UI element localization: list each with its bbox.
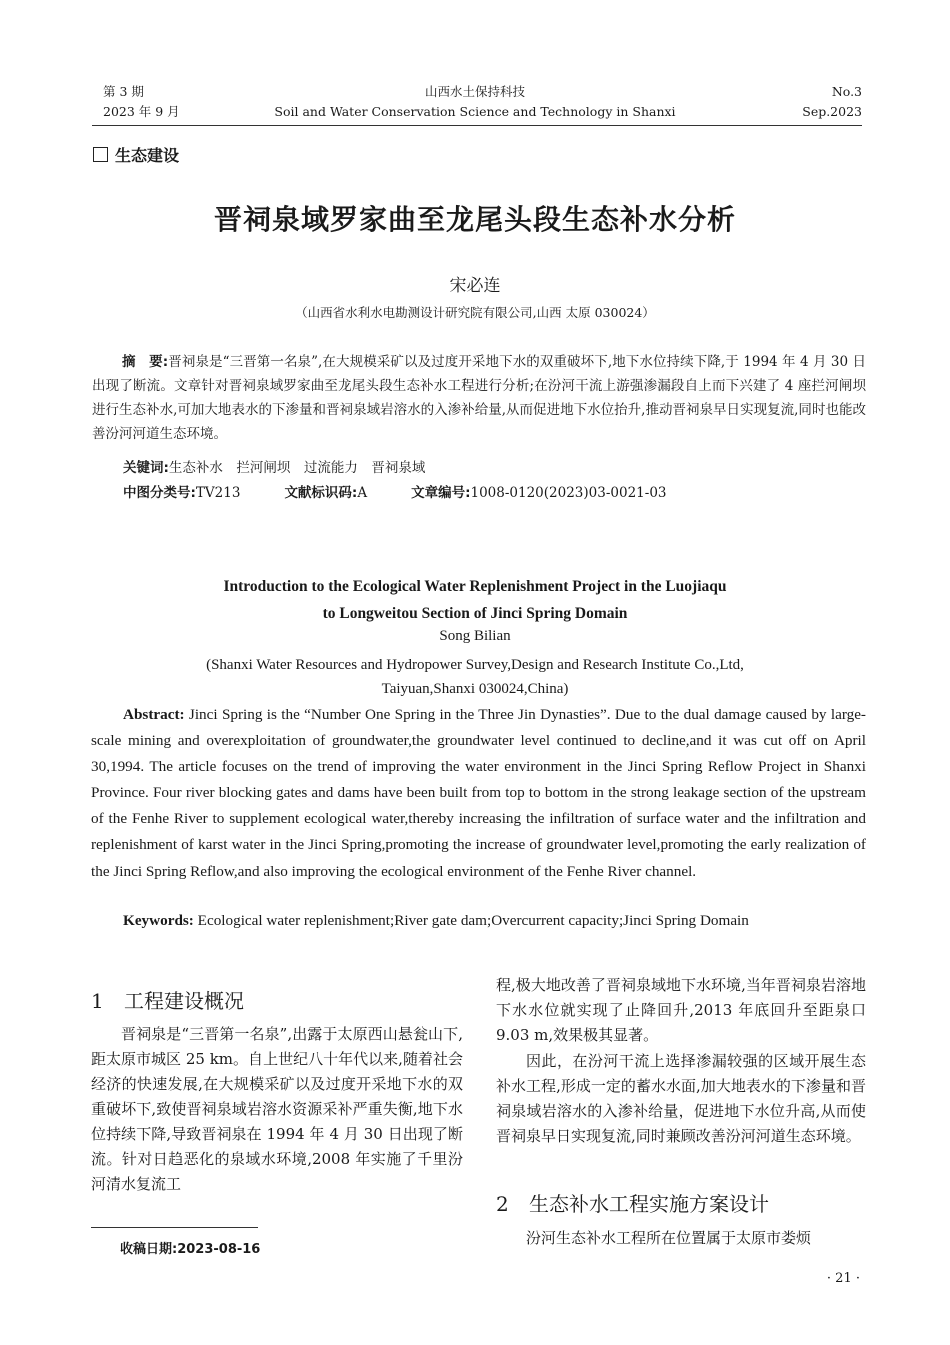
english-title-line1: Introduction to the Ecological Water Replenishment Project in the Luojiaqu — [223, 578, 727, 595]
english-author: Song Bilian — [439, 628, 511, 644]
checkbox-square-icon — [93, 147, 108, 162]
english-affiliation — [0, 653, 950, 701]
journal-name-cn: 山西水土保持科技 — [424, 84, 525, 99]
section-heading-2 — [496, 1188, 769, 1217]
section-2-number: 2 — [496, 1192, 509, 1216]
left-column-body — [91, 1022, 463, 1197]
abstract-en-text: Jinci Spring is the “Number One Spring in the Three Jin Dynasties”. Due to the dual damage caused by large-scale mining and overexploitation of groundwater,the groundwater level continued to decline,and it was cut off on April 30,1994. The article focuses on the trend of improving the water environment in the Jinci Spring Reflow Project in Shanxi Province. Four river blocking gates and dams have been built from top to bottom in the strong leakage section of the upstream of the Fenhe River to supplement ecological water,thereby increasing the infiltration of surface water and the infiltration and replenishment of karst water in the Jinci Spring,promoting the increase of groundwater level,promoting the early realization of the Jinci Spring Reflow,and also improving the ecological environment of the Fenhe River channel. — [91, 706, 866, 880]
journal-name-en: Soil and Water Conservation Science and Technology in Shanxi — [274, 104, 676, 119]
english-title — [0, 573, 950, 627]
received-date: 收稿日期:2023-08-16 — [120, 1242, 261, 1257]
section-2-body — [496, 1226, 866, 1251]
english-title-line2: to Longweitou Section of Jinci Spring Domain — [322, 605, 628, 622]
section-1-number: 1 — [91, 989, 104, 1013]
issue-en: No.3 — [831, 84, 862, 99]
section-heading-1 — [91, 985, 244, 1014]
clc-label: 中图分类号: — [123, 485, 196, 501]
page-number: · 21 · — [826, 1271, 860, 1286]
received-date-footnote — [120, 1238, 260, 1257]
section-2-title: 生态补水工程实施方案设计 — [529, 1192, 769, 1216]
footnote-divider — [91, 1227, 258, 1228]
date-en: Sep.2023 — [802, 104, 862, 119]
keywords-cn-text: 生态补水 拦河闸坝 过流能力 晋祠泉域 — [168, 460, 426, 476]
section-2-paragraph-1: 汾河生态补水工程所在位置属于太原市娄烦 — [526, 1229, 812, 1247]
abstract-en-label: Abstract: — [123, 706, 185, 723]
section-1-paragraph-2: 因此，在汾河干流上选择渗漏较强的区域开展生态补水工程,形成一定的蓄水水面,加大地表水的下渗量和晋祠泉域岩溶水的入渗补给量，促进地下水位升高,从而使晋祠泉早日实现复流,同时兼顾改善汾河河道生态环境。 — [496, 1052, 866, 1145]
keywords-en-text: Ecological water replenishment;River gate dam;Overcurrent capacity;Jinci Spring Domain — [197, 912, 749, 929]
author-affiliation: （山西省水利水电勘测设计研究院有限公司,山西 太原 030024） — [295, 305, 655, 320]
clc-value: TV213 — [195, 485, 241, 501]
english-affiliation-line2: Taiyuan,Shanxi 030024,China) — [381, 681, 569, 697]
section-label: 生态建设 — [115, 146, 180, 165]
classification-row — [123, 481, 667, 501]
article-no-value: 1008-0120(2023)03-0021-03 — [470, 485, 667, 501]
abstract-cn — [92, 350, 866, 446]
issue-cn: 第 3 期 — [103, 84, 144, 99]
abstract-cn-label: 摘 要: — [122, 354, 169, 370]
keywords-en-label: Keywords: — [123, 912, 194, 929]
section-1-paragraph-1-continued: 程,极大地改善了晋祠泉域地下水环境,当年晋祠泉岩溶地下水水位就实现了止降回升,2013 年底回升至距泉口 9.03 m,效果极其显著。 — [496, 976, 866, 1044]
article-no-label: 文章编号: — [411, 485, 471, 501]
date-cn: 2023 年 9 月 — [103, 104, 180, 119]
keywords-en — [123, 912, 749, 930]
doc-code-value: A — [357, 485, 368, 501]
paper-title: 晋祠泉域罗家曲至龙尾头段生态补水分析 — [213, 203, 736, 236]
doc-code-label: 文献标识码: — [284, 485, 358, 501]
section-1-paragraph-1: 晋祠泉是“三晋第一名泉”,出露于太原西山悬瓮山下,距太原市城区 25 km。自上世纪八十年代以来,随着社会经济的快速发展,在大规模采矿以及过度开采地下水的双重破坏下,致使晋祠泉域岩溶水资源采补严重失衡,地下水位持续下降,导致晋祠泉在 1994 年 4 月 30 日出现了断流。针对日趋恶化的泉域水环境,2008 年实施了千里汾河清水复流工 — [91, 1025, 463, 1193]
right-column-body — [496, 973, 866, 1149]
author-name: 宋必连 — [449, 276, 501, 296]
keywords-cn — [123, 456, 425, 476]
header-divider — [92, 125, 862, 126]
section-tag — [93, 143, 179, 166]
english-affiliation-line1: (Shanxi Water Resources and Hydropower Survey,Design and Research Institute Co.,Ltd, — [206, 657, 744, 673]
abstract-cn-text: 晋祠泉是“三晋第一名泉”,在大规模采矿以及过度开采地下水的双重破坏下,地下水位持续下降,于 1994 年 4 月 30 日出现了断流。文章针对晋祠泉域罗家曲至龙尾头段生态补水工程进行分析;在汾河干流上游强渗漏段自上而下兴建了 4 座拦河闸坝进行生态补水,可加大地表水的下渗量和晋祠泉域岩溶水的入渗补给量,从而促进地下水位抬升,推动晋祠泉早日实现复流,同时也能改善汾河河道生态环境。 — [92, 354, 866, 442]
header-right — [802, 82, 862, 122]
abstract-en — [91, 702, 866, 885]
section-1-title: 工程建设概况 — [124, 989, 244, 1013]
keywords-cn-label: 关键词: — [123, 460, 169, 476]
